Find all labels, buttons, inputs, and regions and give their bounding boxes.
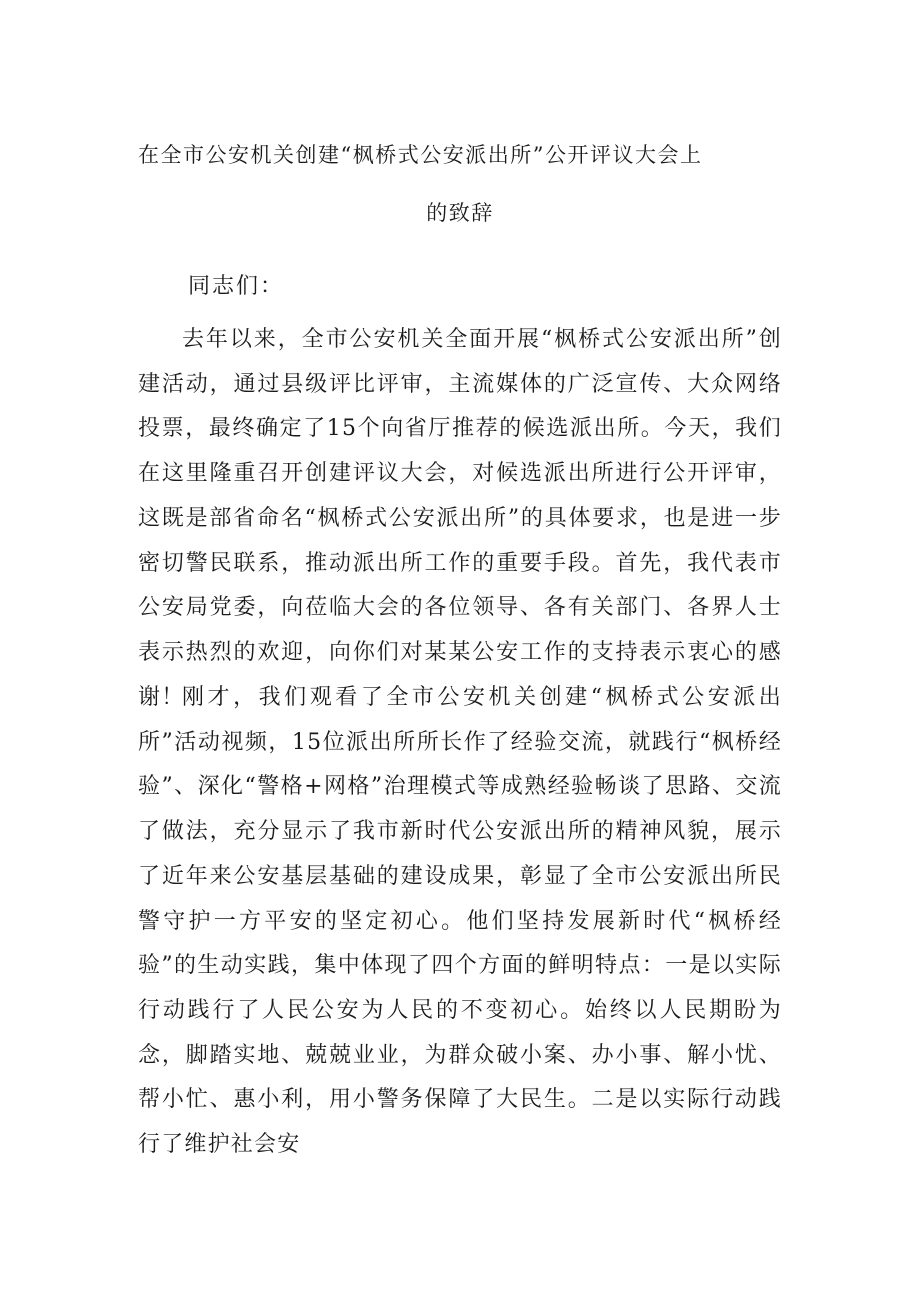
- document-title-line-2: 的致辞: [426, 201, 494, 225]
- paragraph-2: 刚才，我们观看了全市公安机关创建“枫桥式公安派出所”活动视频，15位派出所所长作了经验交流，就践行“枫桥经验”、深化“警格+网格”治理模式等成熟经验畅谈了思路、交流了做法，充分显示了我市新时代公安派出所的精神风貌，展示了近年来公安基层基础的建设成果，彰显了全市公安派出所民警守护一方平安的坚定初心。他们坚持发展新时代“枫桥经验”的生动实践，集中体现了四个方面的鲜明特点：一是以实际行动践行了人民公安为人民的不变初心。始终以人民期盼为念，脚踏实地、兢兢业业，为群众破小案、办小事、解小忧、帮小忙、惠小利，用小警务保障了大民生。二是以实际行动践行了维护社会安: [138, 685, 782, 1158]
- paragraph-1: 去年以来，全市公安机关全面开展“枫桥式公安派出所”创建活动，通过县级评比评审，主流媒体的广泛宣传、大众网络投票，最终确定了15个向省厅推荐的候选派出所。今天，我们在这里隆重召开创建评议大会，对候选派出所进行公开评审，这既是部省命名“枫桥式公安派出所”的具体要求，也是进一步密切警民联系，推动派出所工作的重要手段。首先，我代表市公安局党委，向莅临大会的各位领导、各有关部门、各界人士表示热烈的欢迎，向你们对某某公安工作的支持表示衷心的感谢！: [138, 327, 782, 710]
- salutation: 同志们：: [188, 274, 285, 299]
- document-title-line-1: 在全市公安机关创建“枫桥式公安派出所”公开评议大会上: [138, 143, 703, 167]
